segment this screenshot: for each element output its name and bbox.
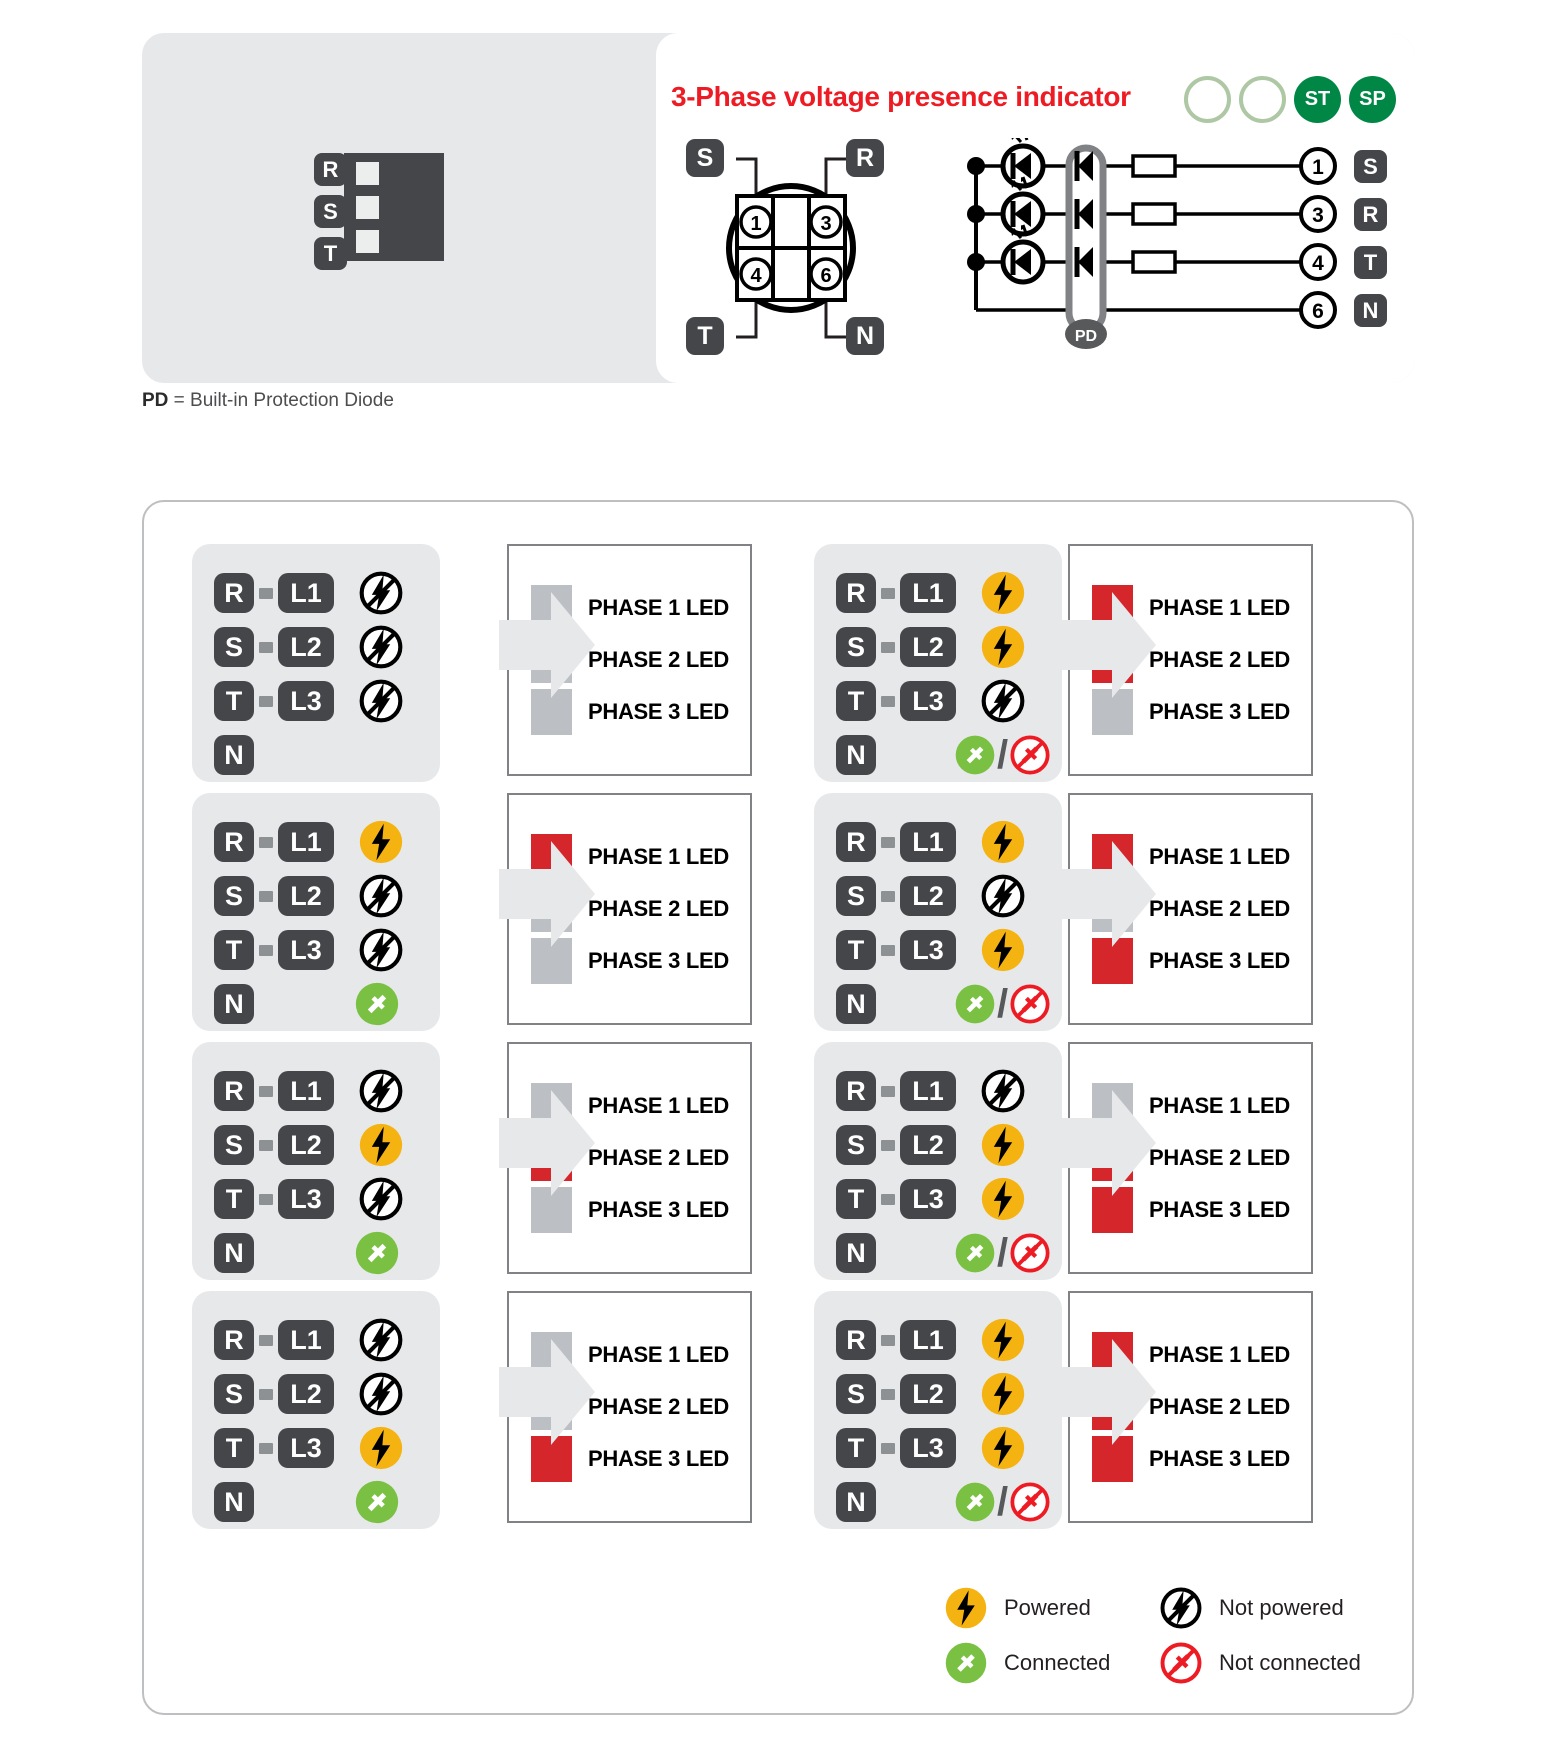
- input-row: [214, 1118, 440, 1172]
- terminal-chip-r: R: [214, 1320, 254, 1360]
- terminal-chip-t: T: [214, 1428, 254, 1468]
- terminal-chip-s: S: [836, 876, 876, 916]
- led-label: PHASE 3 LED: [1149, 699, 1290, 724]
- input-row: [836, 1064, 1062, 1118]
- state-powered: [980, 1122, 1026, 1168]
- powered-icon: [980, 570, 1026, 616]
- input-row: [214, 1172, 440, 1226]
- connected-icon: [354, 1479, 400, 1525]
- not-powered-icon: [358, 624, 404, 670]
- connector-dash: [259, 1086, 273, 1097]
- led-label: PHASE 2 LED: [588, 1394, 729, 1419]
- input-row: [836, 1118, 1062, 1172]
- not-powered-icon: [358, 1371, 404, 1417]
- state-powered: [980, 1317, 1026, 1363]
- pd-definition: = Built-in Protection Diode: [168, 390, 394, 411]
- terminal-chip-t: T: [836, 681, 876, 721]
- not-powered-icon: [980, 678, 1026, 724]
- connector-dash: [881, 837, 895, 848]
- terminal-chip-n: N: [214, 735, 254, 775]
- led-label: PHASE 3 LED: [588, 699, 729, 724]
- connected-icon: [954, 734, 996, 776]
- flow-arrow-cell: [1062, 1042, 1068, 1291]
- not-connected-icon: [1009, 983, 1051, 1025]
- circuit-terminal-r: R: [1354, 198, 1387, 231]
- line-chip-l3: L3: [900, 930, 956, 970]
- legend-item-connected: [944, 1641, 1159, 1685]
- terminal-chip-n: N: [836, 1233, 876, 1273]
- neutral-row: [214, 977, 440, 1031]
- badge-sp: SP: [1349, 76, 1396, 123]
- terminal-chip-t: T: [836, 1428, 876, 1468]
- state-connected: [354, 1230, 400, 1276]
- state-powered: [980, 927, 1026, 973]
- indicator-card: [656, 33, 1414, 383]
- device-pin-chip-s: S: [314, 195, 347, 228]
- state-powered: [980, 819, 1026, 865]
- state-not-powered: [980, 1068, 1026, 1114]
- not-powered-icon: [980, 1068, 1026, 1114]
- state-connected: [354, 981, 400, 1027]
- state-powered: [980, 570, 1026, 616]
- terminal-chip-r: R: [836, 1320, 876, 1360]
- powered-icon: [358, 1425, 404, 1471]
- socket-pinout-diagram: [676, 133, 906, 363]
- not-connected-icon: [1009, 1481, 1051, 1523]
- powered-icon: [980, 1122, 1026, 1168]
- pd-capsule-label: PD: [1074, 328, 1098, 345]
- led-label: PHASE 1 LED: [1149, 1342, 1290, 1367]
- case-inputs-case-1: [192, 544, 440, 782]
- input-row: [214, 923, 440, 977]
- connector-dash: [881, 945, 895, 956]
- line-chip-l2: L2: [278, 1125, 334, 1165]
- case-inputs-case-7: [192, 1291, 440, 1529]
- legend: [944, 1580, 1361, 1690]
- flow-arrow-cell: [501, 1291, 507, 1540]
- circuit-terminal-s: S: [1354, 150, 1387, 183]
- input-row: [836, 674, 1062, 728]
- input-row: [214, 1421, 440, 1475]
- connector-dash: [259, 642, 273, 653]
- terminal-chip-r: R: [214, 1071, 254, 1111]
- input-row: [836, 815, 1062, 869]
- state-powered: [980, 1425, 1026, 1471]
- state-powered: [358, 819, 404, 865]
- line-chip-l3: L3: [278, 1428, 334, 1468]
- device-illustration: [314, 153, 444, 270]
- card-title: 3-Phase voltage presence indicator: [671, 81, 1131, 112]
- connector-dash: [881, 1443, 895, 1454]
- state-not-powered: [980, 873, 1026, 919]
- state-powered: [980, 1371, 1026, 1417]
- legend-item-not-powered: [1159, 1586, 1361, 1630]
- socket-terminal-n: N: [846, 317, 884, 355]
- slash-separator: /: [997, 981, 1009, 1026]
- not-powered-icon: [358, 1317, 404, 1363]
- terminal-chip-t: T: [836, 1179, 876, 1219]
- circuit-pin-6: 6: [1312, 300, 1324, 323]
- flow-arrow-cell: [501, 793, 507, 1042]
- not-powered-icon: [358, 873, 404, 919]
- led-label: PHASE 1 LED: [588, 595, 729, 620]
- led-label: PHASE 1 LED: [1149, 844, 1290, 869]
- line-chip-l2: L2: [278, 1374, 334, 1414]
- terminal-chip-r: R: [836, 573, 876, 613]
- pd-legend-note: [142, 390, 394, 412]
- circuit-terminal-n: N: [1354, 294, 1387, 327]
- state-not-powered: [358, 1176, 404, 1222]
- led-label: PHASE 2 LED: [1149, 1394, 1290, 1419]
- flow-arrow-icon: [1060, 1090, 1156, 1196]
- state-powered: [980, 1176, 1026, 1222]
- connector-dash: [881, 1389, 895, 1400]
- state-connected-or-not-connected: [954, 1480, 1051, 1525]
- line-chip-l2: L2: [278, 876, 334, 916]
- line-chip-l2: L2: [900, 876, 956, 916]
- state-not-powered: [980, 678, 1026, 724]
- slash-separator: /: [997, 1230, 1009, 1275]
- state-not-powered: [358, 1068, 404, 1114]
- terminal-chip-n: N: [214, 1233, 254, 1273]
- connector-dash: [259, 945, 273, 956]
- line-chip-l1: L1: [278, 1320, 334, 1360]
- case-inputs-case-2: [814, 544, 1062, 782]
- connector-dash: [259, 588, 273, 599]
- state-powered: [358, 1122, 404, 1168]
- terminal-chip-s: S: [214, 876, 254, 916]
- led-label: PHASE 1 LED: [588, 1093, 729, 1118]
- state-powered: [358, 1425, 404, 1471]
- input-row: [214, 1064, 440, 1118]
- led-label: PHASE 2 LED: [1149, 896, 1290, 921]
- terminal-chip-s: S: [836, 1374, 876, 1414]
- input-row: [836, 1313, 1062, 1367]
- socket-terminal-r: R: [846, 139, 884, 177]
- flow-arrow-cell: [1062, 793, 1068, 1042]
- input-row: [836, 923, 1062, 977]
- led-label: PHASE 3 LED: [1149, 1197, 1290, 1222]
- led-label: PHASE 3 LED: [588, 948, 729, 973]
- device-window-1: [356, 162, 379, 185]
- terminal-chip-r: R: [836, 1071, 876, 1111]
- line-chip-l1: L1: [278, 822, 334, 862]
- line-chip-l3: L3: [278, 681, 334, 721]
- not-powered-icon: [358, 1176, 404, 1222]
- socket-pin-6: 6: [820, 265, 832, 287]
- terminal-chip-r: R: [214, 573, 254, 613]
- not-connected-icon: [1159, 1641, 1203, 1685]
- line-chip-l1: L1: [900, 573, 956, 613]
- powered-icon: [980, 927, 1026, 973]
- led-label: PHASE 3 LED: [588, 1446, 729, 1471]
- state-not-powered: [358, 624, 404, 670]
- input-row: [214, 1313, 440, 1367]
- connected-icon: [954, 983, 996, 1025]
- led-label: PHASE 2 LED: [588, 896, 729, 921]
- scenario-grid: [192, 544, 1377, 1540]
- not-powered-icon: [358, 570, 404, 616]
- input-row: [214, 620, 440, 674]
- terminal-chip-t: T: [214, 1179, 254, 1219]
- flow-arrow-cell: [501, 544, 507, 793]
- powered-icon: [980, 1176, 1026, 1222]
- input-row: [836, 620, 1062, 674]
- terminal-chip-s: S: [214, 1374, 254, 1414]
- circuit-pin-4: 4: [1312, 252, 1324, 275]
- scenario-panel: [142, 500, 1414, 1715]
- line-chip-l1: L1: [900, 1320, 956, 1360]
- terminal-chip-s: S: [214, 1125, 254, 1165]
- powered-icon: [944, 1586, 988, 1630]
- socket-pin-1: 1: [750, 213, 762, 235]
- connected-icon: [354, 1230, 400, 1276]
- led-label: PHASE 1 LED: [588, 844, 729, 869]
- legend-label: Connected: [1004, 1649, 1111, 1675]
- input-row: [836, 1172, 1062, 1226]
- terminal-chip-n: N: [214, 1482, 254, 1522]
- led-label: PHASE 1 LED: [588, 1342, 729, 1367]
- input-row: [214, 815, 440, 869]
- device-window-2: [356, 196, 379, 219]
- socket-pin-3: 3: [820, 213, 832, 235]
- connector-dash: [259, 696, 273, 707]
- neutral-row: [836, 1475, 1062, 1529]
- terminal-chip-t: T: [214, 930, 254, 970]
- state-powered: [980, 624, 1026, 670]
- terminal-chip-n: N: [836, 984, 876, 1024]
- case-inputs-case-4: [814, 793, 1062, 1031]
- input-row: [214, 674, 440, 728]
- device-pin-chip-t: T: [314, 237, 347, 270]
- legend-label: Powered: [1004, 1594, 1091, 1620]
- connector-dash: [259, 1140, 273, 1151]
- socket-terminal-s: S: [686, 139, 724, 177]
- slash-separator: /: [997, 732, 1009, 777]
- flow-arrow-icon: [1060, 592, 1156, 698]
- line-chip-l2: L2: [900, 1125, 956, 1165]
- connector-dash: [881, 696, 895, 707]
- connected-icon: [954, 1232, 996, 1274]
- legend-item-not-connected: [1159, 1641, 1361, 1685]
- input-row: [836, 869, 1062, 923]
- terminal-chip-n: N: [214, 984, 254, 1024]
- state-connected-or-not-connected: [954, 1231, 1051, 1276]
- input-row: [836, 566, 1062, 620]
- powered-icon: [980, 819, 1026, 865]
- neutral-row: [836, 1226, 1062, 1280]
- led-label: PHASE 1 LED: [1149, 1093, 1290, 1118]
- flow-arrow-icon: [499, 841, 595, 947]
- not-powered-icon: [358, 1068, 404, 1114]
- legend-label: Not powered: [1219, 1594, 1344, 1620]
- connector-dash: [881, 1086, 895, 1097]
- connector-dash: [259, 1194, 273, 1205]
- badge-st: ST: [1294, 76, 1341, 123]
- led-label: PHASE 3 LED: [1149, 948, 1290, 973]
- input-row: [836, 1421, 1062, 1475]
- line-chip-l2: L2: [900, 627, 956, 667]
- powered-icon: [980, 1371, 1026, 1417]
- circuit-terminal-t: T: [1354, 246, 1387, 279]
- connector-dash: [259, 1443, 273, 1454]
- connector-dash: [259, 891, 273, 902]
- slash-separator: /: [997, 1479, 1009, 1524]
- line-chip-l1: L1: [900, 1071, 956, 1111]
- flow-arrow-cell: [1062, 1291, 1068, 1540]
- line-chip-l3: L3: [278, 1179, 334, 1219]
- legend-label: Not connected: [1219, 1649, 1361, 1675]
- legend-item-powered: [944, 1586, 1159, 1630]
- terminal-chip-n: N: [836, 735, 876, 775]
- state-connected: [354, 1479, 400, 1525]
- line-chip-l3: L3: [900, 681, 956, 721]
- not-powered-icon: [358, 678, 404, 724]
- flow-arrow-icon: [499, 592, 595, 698]
- powered-icon: [358, 819, 404, 865]
- connector-dash: [881, 1335, 895, 1346]
- connected-icon: [954, 1481, 996, 1523]
- state-not-powered: [358, 570, 404, 616]
- device-window-3: [356, 230, 379, 253]
- state-not-powered: [358, 927, 404, 973]
- line-chip-l2: L2: [278, 627, 334, 667]
- connector-dash: [881, 588, 895, 599]
- not-powered-icon: [980, 873, 1026, 919]
- input-row: [836, 1367, 1062, 1421]
- led-label: PHASE 2 LED: [588, 647, 729, 672]
- connector-dash: [881, 642, 895, 653]
- input-row: [214, 1367, 440, 1421]
- terminal-chip-s: S: [214, 627, 254, 667]
- not-connected-icon: [1009, 734, 1051, 776]
- state-not-powered: [358, 1317, 404, 1363]
- neutral-row: [836, 728, 1062, 782]
- device-pin-chips: [314, 153, 347, 270]
- badge-empty-2: [1239, 76, 1286, 123]
- connector-dash: [881, 891, 895, 902]
- connector-dash: [259, 1335, 273, 1346]
- terminal-chip-t: T: [836, 930, 876, 970]
- connector-dash: [881, 1194, 895, 1205]
- terminal-chip-t: T: [214, 681, 254, 721]
- flow-arrow-icon: [1060, 1339, 1156, 1445]
- circuit-pin-3: 3: [1312, 204, 1324, 227]
- flow-arrow-cell: [1062, 544, 1068, 793]
- badge-group: [1184, 76, 1396, 123]
- circuit-schematic: [966, 138, 1396, 358]
- led-label: PHASE 3 LED: [588, 1197, 729, 1222]
- terminal-chip-r: R: [836, 822, 876, 862]
- flow-arrow-icon: [499, 1339, 595, 1445]
- circuit-pin-1: 1: [1312, 156, 1324, 179]
- not-connected-icon: [1009, 1232, 1051, 1274]
- flow-arrow-cell: [501, 1042, 507, 1291]
- powered-icon: [358, 1122, 404, 1168]
- terminal-chip-r: R: [214, 822, 254, 862]
- line-chip-l1: L1: [900, 822, 956, 862]
- state-connected-or-not-connected: [954, 982, 1051, 1027]
- case-inputs-case-3: [192, 793, 440, 1031]
- led-label: PHASE 2 LED: [1149, 1145, 1290, 1170]
- terminal-chip-s: S: [836, 627, 876, 667]
- flow-arrow-icon: [499, 1090, 595, 1196]
- neutral-row: [214, 1226, 440, 1280]
- line-chip-l1: L1: [278, 573, 334, 613]
- connector-dash: [259, 1389, 273, 1400]
- state-connected-or-not-connected: [954, 733, 1051, 778]
- powered-icon: [980, 624, 1026, 670]
- socket-pin-4: 4: [750, 265, 762, 287]
- pd-abbr: PD: [142, 390, 169, 411]
- connector-dash: [881, 1140, 895, 1151]
- led-label: PHASE 3 LED: [1149, 1446, 1290, 1471]
- input-row: [214, 869, 440, 923]
- powered-icon: [980, 1425, 1026, 1471]
- line-chip-l3: L3: [900, 1179, 956, 1219]
- powered-icon: [980, 1317, 1026, 1363]
- input-row: [214, 566, 440, 620]
- case-inputs-case-8: [814, 1291, 1062, 1529]
- state-not-powered: [358, 678, 404, 724]
- flow-arrow-icon: [1060, 841, 1156, 947]
- neutral-row: [214, 1475, 440, 1529]
- case-inputs-case-6: [814, 1042, 1062, 1280]
- line-chip-l2: L2: [900, 1374, 956, 1414]
- line-chip-l3: L3: [278, 930, 334, 970]
- terminal-chip-n: N: [836, 1482, 876, 1522]
- connected-icon: [944, 1641, 988, 1685]
- badge-empty-1: [1184, 76, 1231, 123]
- line-chip-l3: L3: [900, 1428, 956, 1468]
- connected-icon: [354, 981, 400, 1027]
- led-label: PHASE 1 LED: [1149, 595, 1290, 620]
- neutral-row: [836, 977, 1062, 1031]
- not-powered-icon: [1159, 1586, 1203, 1630]
- state-not-powered: [358, 873, 404, 919]
- device-body: [344, 153, 444, 261]
- connector-dash: [259, 837, 273, 848]
- device-pin-chip-r: R: [314, 153, 347, 186]
- neutral-row: [214, 728, 440, 782]
- led-label: PHASE 2 LED: [1149, 647, 1290, 672]
- terminal-chip-s: S: [836, 1125, 876, 1165]
- state-not-powered: [358, 1371, 404, 1417]
- case-inputs-case-5: [192, 1042, 440, 1280]
- socket-terminal-t: T: [686, 317, 724, 355]
- led-label: PHASE 2 LED: [588, 1145, 729, 1170]
- not-powered-icon: [358, 927, 404, 973]
- line-chip-l1: L1: [278, 1071, 334, 1111]
